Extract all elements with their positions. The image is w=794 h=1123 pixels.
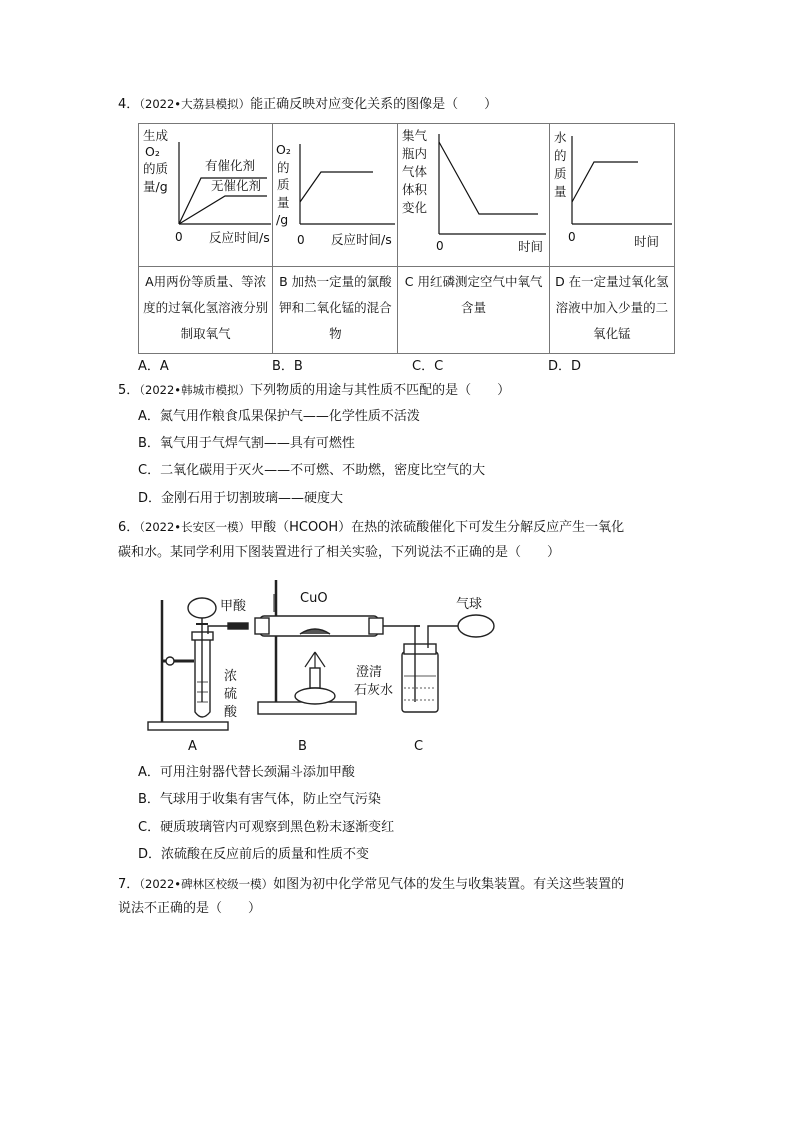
- question-source: （2022•韩城市模拟）: [139, 383, 251, 397]
- q5-option-b[interactable]: B．氧气用于气焊气割——具有可燃性: [138, 436, 355, 451]
- y-label-line: 变化: [402, 200, 428, 215]
- series-line: [572, 162, 638, 202]
- y-label-line: 瓶内: [402, 146, 428, 161]
- y-label-line: 气体: [402, 164, 428, 179]
- y-label-line: 的: [277, 160, 290, 175]
- graph-b-caption: B 加热一定量的氯酸钾和二氧化锰的混合物: [273, 267, 398, 354]
- question-number: 6．: [118, 520, 140, 535]
- y-label-line: O₂: [145, 144, 160, 159]
- question-text: 如图为初中化学常见气体的发生与收集装置。有关这些装置的: [273, 877, 625, 892]
- question-7-stem-line2: 说法不正确的是（ ）: [118, 901, 262, 916]
- q4-option-d[interactable]: D．D: [548, 359, 582, 374]
- q4-option-a[interactable]: A．A: [138, 359, 169, 374]
- y-label-line: 水: [553, 130, 567, 145]
- question-text: 甲酸（HCOOH）在热的浓硫酸催化下可发生分解反应产生一氧化: [250, 520, 625, 535]
- graph-a-caption: A用两份等质量、等浓度的过氧化氢溶液分别制取氧气: [139, 267, 273, 354]
- question-text: 下列物质的用途与其性质不匹配的是（ ）: [250, 383, 511, 398]
- question-6-stem: [118, 516, 624, 539]
- apparatus-c: [402, 615, 494, 712]
- question-4-stem: [118, 93, 497, 116]
- gas-bottle: [402, 652, 438, 712]
- question-source: （2022•碑林区校级一模）: [139, 877, 274, 891]
- q4-graph-table: [138, 123, 675, 354]
- series-line: [300, 172, 373, 202]
- burner-tube: [310, 668, 320, 688]
- label-balloon: 气球: [456, 597, 483, 612]
- graph-d: [549, 124, 674, 267]
- question-7-stem: [118, 873, 624, 896]
- apparatus-letter-b: B: [298, 739, 307, 754]
- question-number: 7．: [118, 877, 140, 892]
- stopper-right: [369, 618, 383, 634]
- burner-bowl: [295, 688, 335, 704]
- bottle-stopper: [404, 644, 436, 654]
- q5-option-c[interactable]: C．二氧化碳用于灭火——不可燃、不助燃，密度比空气的大: [138, 463, 486, 478]
- label-h2so4: 酸: [224, 705, 238, 720]
- q4-option-b[interactable]: B．B: [272, 359, 303, 374]
- balloon: [458, 615, 494, 637]
- question-5-stem: [118, 379, 510, 402]
- y-label-line: 量: [277, 195, 290, 210]
- graph-b: [273, 124, 398, 267]
- y-label-line: 量: [553, 184, 567, 199]
- y-label-line: 质: [553, 166, 567, 181]
- graph-b-svg: [273, 124, 397, 266]
- label-limewater: 石灰水: [354, 683, 394, 698]
- q5-option-d[interactable]: D．金刚石用于切割玻璃——硬度大: [138, 491, 344, 506]
- y-label-line: 集气: [402, 128, 428, 143]
- x-axis-label: 反应时间/s: [209, 230, 270, 245]
- y-label-line: 体积: [402, 182, 428, 197]
- stopper-left: [255, 618, 269, 634]
- origin-label: 0: [175, 230, 183, 244]
- question-text: 能正确反映对应变化关系的图像是（ ）: [250, 97, 498, 112]
- series-line: [439, 142, 538, 214]
- question-number: 5．: [118, 383, 140, 398]
- q6-apparatus-diagram: [140, 572, 500, 762]
- origin-label: 0: [436, 239, 445, 253]
- graph-d-svg: [550, 124, 674, 266]
- label-limewater: 澄清: [356, 665, 383, 680]
- y-label-line: 生成: [143, 128, 169, 143]
- graph-a-svg: [139, 124, 272, 266]
- graph-d-caption: D 在一定量过氧化氢溶液中加入少量的二氧化锰: [549, 267, 674, 354]
- q6-option-c[interactable]: C．硬质玻璃管内可观察到黑色粉末逐渐变红: [138, 820, 395, 835]
- q6-option-a[interactable]: A．可用注射器代替长颈漏斗添加甲酸: [138, 765, 355, 780]
- label-formic-acid: 甲酸: [220, 599, 247, 614]
- graph-c-caption: C 用红磷测定空气中氧气含量: [398, 267, 549, 354]
- stand-base: [148, 722, 228, 730]
- y-label-line: O₂: [276, 142, 292, 157]
- graph-c: [398, 124, 549, 267]
- series-label: 无催化剂: [211, 178, 262, 193]
- y-label-line: 量/g: [143, 179, 168, 194]
- question-number: 4．: [118, 97, 140, 112]
- apparatus-letter-c: C: [414, 739, 424, 754]
- y-label-line: 的: [553, 148, 567, 163]
- graph-a: [139, 124, 273, 267]
- rubber-connector: [228, 623, 248, 629]
- label-cuo: CuO: [300, 591, 328, 606]
- question-source: （2022•大荔县模拟）: [139, 97, 251, 111]
- graph-c-svg: [398, 124, 548, 266]
- label-h2so4: 浓: [224, 669, 238, 684]
- apparatus-b: [255, 580, 420, 714]
- y-label-line: /g: [276, 212, 289, 227]
- q6-option-b[interactable]: B．气球用于收集有害气体，防止空气污染: [138, 792, 381, 807]
- question-6-stem-line2: 碳和水。某同学利用下图装置进行了相关实验，下列说法不正确的是（ ）: [118, 545, 561, 560]
- apparatus-letter-a: A: [188, 739, 197, 754]
- q5-option-a[interactable]: A．氮气用作粮食瓜果保护气——化学性质不活泼: [138, 409, 420, 424]
- q6-option-d[interactable]: D．浓硫酸在反应前后的质量和性质不变: [138, 847, 370, 862]
- series-line-without-catalyst: [179, 196, 267, 224]
- origin-label: 0: [297, 233, 305, 247]
- x-axis-label: 反应时间/s: [331, 232, 392, 247]
- series-label: 有催化剂: [205, 158, 256, 173]
- origin-label: 0: [567, 230, 576, 244]
- x-axis-label: 时间: [518, 239, 544, 254]
- question-source: （2022•长安区一模）: [139, 520, 251, 534]
- q4-option-c[interactable]: C．C: [412, 359, 444, 374]
- label-h2so4: 硫: [224, 687, 238, 702]
- x-axis-label: 时间: [633, 234, 659, 249]
- separatory-funnel: [188, 598, 216, 618]
- y-label-line: 的质: [143, 161, 169, 176]
- y-label-line: 质: [277, 177, 290, 192]
